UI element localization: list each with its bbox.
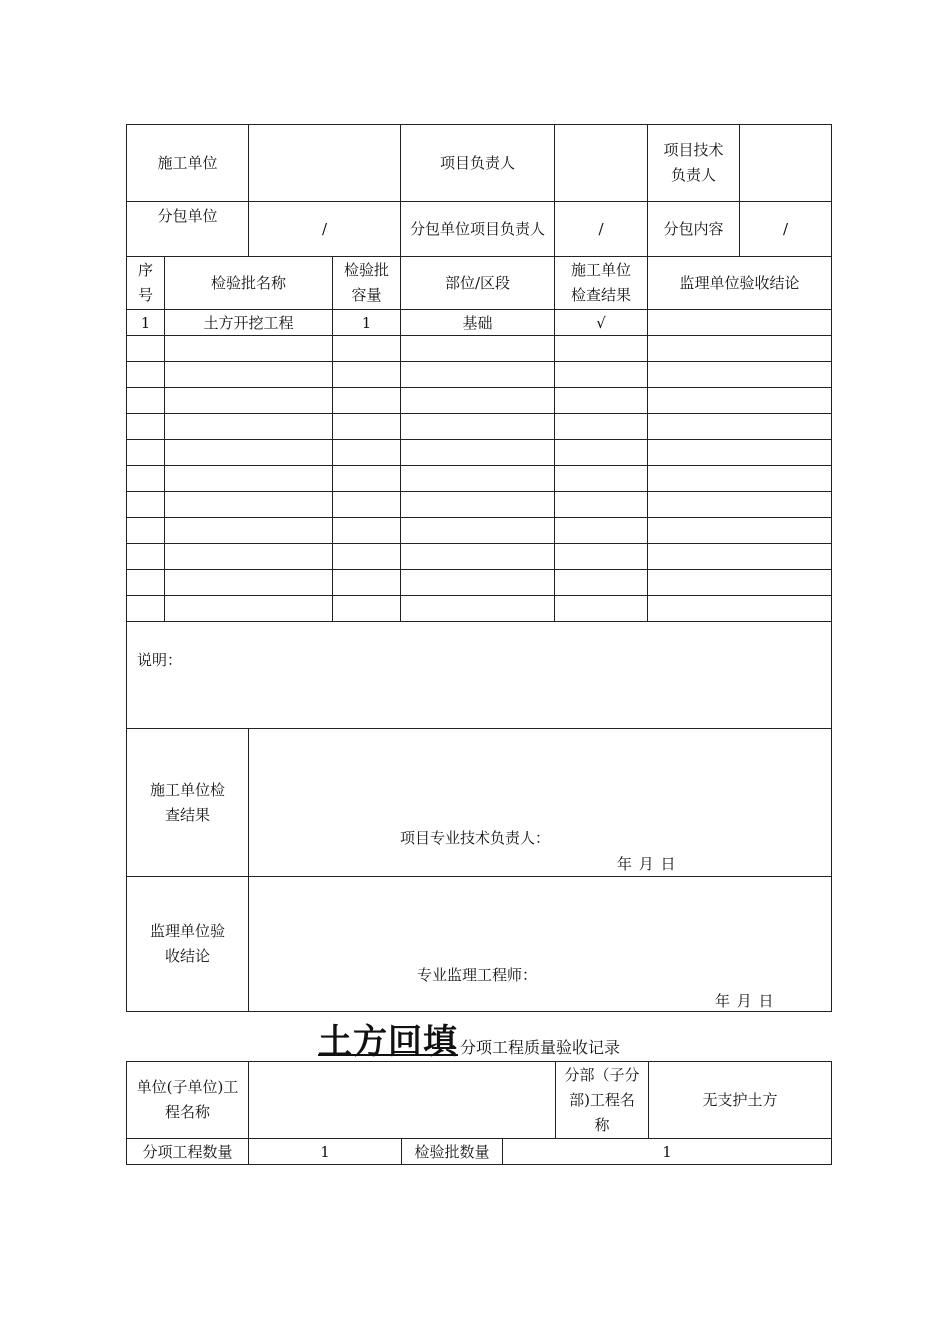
row-construction-result[interactable]	[555, 492, 648, 518]
row-batch-name[interactable]	[165, 414, 333, 440]
row-location[interactable]	[401, 388, 555, 414]
row-location[interactable]	[401, 414, 555, 440]
row-index[interactable]	[127, 544, 165, 570]
row-batch-capacity[interactable]	[333, 414, 401, 440]
unit-name-field[interactable]	[249, 1062, 556, 1139]
row-batch-capacity[interactable]	[333, 440, 401, 466]
construction-check-cell[interactable]	[249, 729, 832, 877]
row-construction-result[interactable]	[555, 466, 648, 492]
row-index[interactable]	[127, 466, 165, 492]
row-location[interactable]	[401, 336, 555, 362]
row-index[interactable]	[127, 414, 165, 440]
supervision-date-label: 年 月 日	[715, 992, 774, 1010]
row-batch-name[interactable]	[165, 570, 333, 596]
row-construction-result[interactable]	[555, 596, 648, 622]
note-label: 说明：	[137, 651, 183, 669]
construction-date-label: 年 月 日	[617, 855, 676, 873]
row-batch-name[interactable]	[165, 544, 333, 570]
project-manager-label: 项目负责人	[401, 125, 555, 202]
acceptance-record-table	[126, 124, 832, 1012]
division-name-label: 分部（子分部)工程名称	[556, 1062, 649, 1139]
row-location[interactable]	[401, 362, 555, 388]
row-supervision-conclusion[interactable]	[648, 596, 832, 622]
unit-name-label: 单位(子单位)工程名称	[127, 1062, 249, 1139]
project-manager-field[interactable]	[555, 125, 648, 202]
row-batch-name[interactable]	[165, 466, 333, 492]
row-batch-capacity[interactable]: 1	[333, 310, 401, 336]
row-construction-result[interactable]	[555, 544, 648, 570]
table-row	[127, 362, 832, 388]
row-location[interactable]	[401, 518, 555, 544]
tech-manager-label: 项目技术负责人	[648, 125, 740, 202]
construction-unit-label: 施工单位	[127, 125, 249, 202]
table-row	[127, 310, 832, 336]
row-index[interactable]	[127, 492, 165, 518]
row-batch-name[interactable]	[165, 336, 333, 362]
subcontract-content-label: 分包内容	[648, 202, 740, 257]
row-construction-result[interactable]	[555, 388, 648, 414]
table-body	[127, 310, 832, 622]
row-construction-result[interactable]	[555, 362, 648, 388]
row-index[interactable]	[127, 362, 165, 388]
table-row	[127, 440, 832, 466]
row-location[interactable]	[401, 466, 555, 492]
row-supervision-conclusion[interactable]	[648, 466, 832, 492]
row-supervision-conclusion[interactable]	[648, 388, 832, 414]
table-row	[127, 414, 832, 440]
row-index[interactable]: 1	[127, 310, 165, 336]
row-index[interactable]	[127, 388, 165, 414]
item-count-label: 分项工程数量	[127, 1139, 249, 1165]
subcontract-unit-label: 分包单位	[127, 202, 249, 257]
table-row	[127, 336, 832, 362]
row-location[interactable]	[401, 492, 555, 518]
header-construction-result: 施工单位检查结果	[555, 257, 648, 310]
row-batch-name[interactable]: 土方开挖工程	[165, 310, 333, 336]
row-batch-capacity[interactable]	[333, 596, 401, 622]
record-subtitle: 分项工程质量验收记录	[460, 1038, 621, 1057]
table-row	[127, 596, 832, 622]
table-row	[127, 518, 832, 544]
row-batch-capacity[interactable]	[333, 466, 401, 492]
item-title: 土方回填	[318, 1022, 458, 1062]
row-batch-capacity[interactable]	[333, 362, 401, 388]
row-supervision-conclusion[interactable]	[648, 544, 832, 570]
row-batch-name[interactable]	[165, 518, 333, 544]
row-index[interactable]	[127, 518, 165, 544]
supervision-label: 监理单位验收结论	[127, 877, 249, 1012]
header-batch-name: 检验批名称	[165, 257, 333, 310]
construction-signer-label: 项目专业技术负责人：	[400, 829, 551, 847]
note-cell[interactable]	[127, 622, 832, 729]
table-header-row	[127, 257, 832, 310]
row-index[interactable]	[127, 596, 165, 622]
row-index[interactable]	[127, 570, 165, 596]
division-name-field[interactable]: 无支护土方	[649, 1062, 832, 1139]
row-batch-capacity[interactable]	[333, 492, 401, 518]
row-index[interactable]	[127, 440, 165, 466]
row-supervision-conclusion[interactable]	[648, 310, 832, 336]
row-supervision-conclusion[interactable]	[648, 492, 832, 518]
row-batch-capacity[interactable]	[333, 336, 401, 362]
next-record-table	[126, 1061, 832, 1165]
construction-check-label: 施工单位检查结果	[127, 729, 249, 877]
row-batch-name[interactable]	[165, 596, 333, 622]
batch-count-field[interactable]: 1	[503, 1139, 832, 1165]
row-construction-result[interactable]	[555, 336, 648, 362]
row-location[interactable]	[401, 544, 555, 570]
row-batch-capacity[interactable]	[333, 544, 401, 570]
row-construction-result[interactable]	[555, 570, 648, 596]
row-supervision-conclusion[interactable]	[648, 362, 832, 388]
tech-manager-field[interactable]	[740, 125, 832, 202]
row-supervision-conclusion[interactable]	[648, 440, 832, 466]
row-construction-result[interactable]	[555, 518, 648, 544]
row-supervision-conclusion[interactable]	[648, 570, 832, 596]
subcontract-unit-field[interactable]: /	[249, 202, 401, 257]
supervision-signer-label: 专业监理工程师：	[417, 966, 538, 984]
item-count-field[interactable]: 1	[249, 1139, 402, 1165]
row-batch-name[interactable]	[165, 492, 333, 518]
table-row	[127, 388, 832, 414]
next-record-title	[318, 1014, 620, 1063]
row-supervision-conclusion[interactable]	[648, 414, 832, 440]
subcontract-content-field[interactable]: /	[740, 202, 832, 257]
row-batch-name[interactable]	[165, 362, 333, 388]
table-row	[127, 492, 832, 518]
subcontract-manager-label: 分包单位项目负责人	[401, 202, 555, 257]
row-location[interactable]	[401, 570, 555, 596]
row-index[interactable]	[127, 336, 165, 362]
header-location: 部位/区段	[401, 257, 555, 310]
header-supervision-conclusion: 监理单位验收结论	[648, 257, 832, 310]
table-row	[127, 570, 832, 596]
row-batch-capacity[interactable]	[333, 518, 401, 544]
row-construction-result[interactable]	[555, 414, 648, 440]
row-location[interactable]: 基础	[401, 310, 555, 336]
row-batch-capacity[interactable]	[333, 388, 401, 414]
row-supervision-conclusion[interactable]	[648, 518, 832, 544]
row-batch-name[interactable]	[165, 440, 333, 466]
header-index: 序号	[127, 257, 165, 310]
construction-unit-field[interactable]	[249, 125, 401, 202]
supervision-cell[interactable]	[249, 877, 832, 1012]
row-construction-result[interactable]: √	[555, 310, 648, 336]
row-location[interactable]	[401, 596, 555, 622]
batch-count-label: 检验批数量	[402, 1139, 503, 1165]
header-batch-capacity: 检验批容量	[333, 257, 401, 310]
table-row	[127, 544, 832, 570]
row-location[interactable]	[401, 440, 555, 466]
subcontract-manager-field[interactable]: /	[555, 202, 648, 257]
row-supervision-conclusion[interactable]	[648, 336, 832, 362]
table-row	[127, 466, 832, 492]
row-batch-name[interactable]	[165, 388, 333, 414]
row-construction-result[interactable]	[555, 440, 648, 466]
row-batch-capacity[interactable]	[333, 570, 401, 596]
